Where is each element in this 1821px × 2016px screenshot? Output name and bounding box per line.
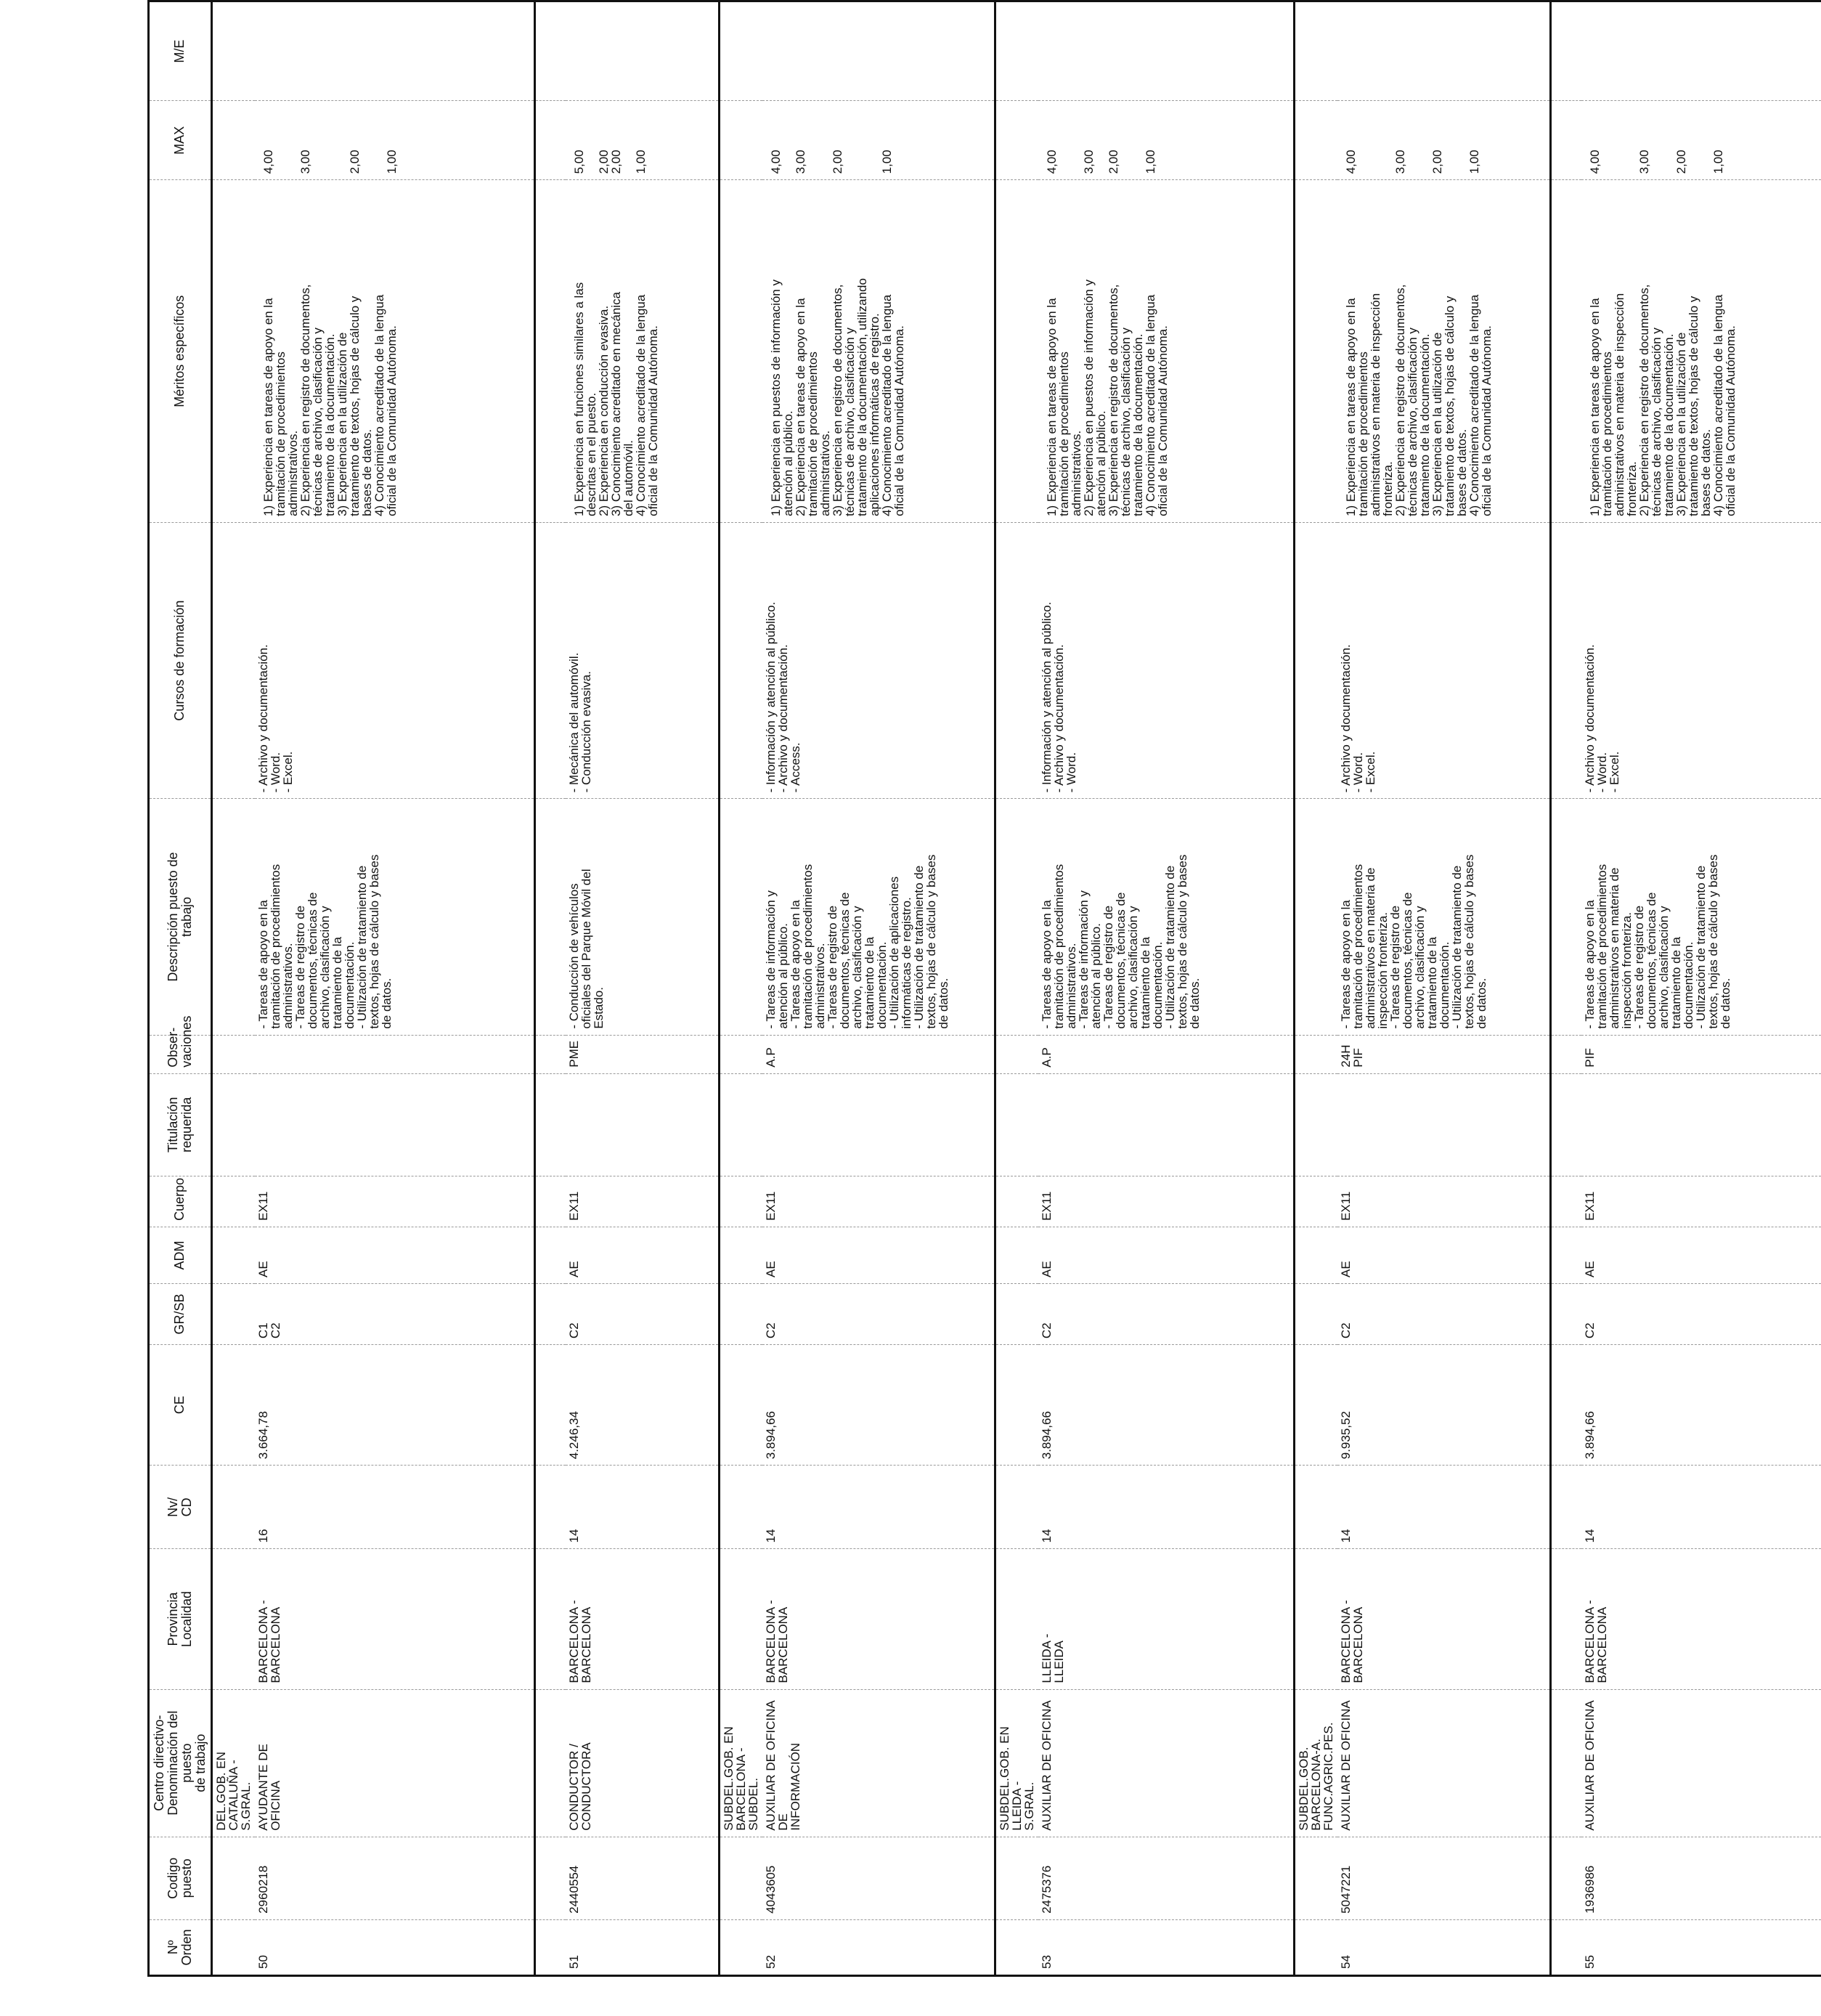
cell-descripcion: - Tareas de apoyo en la tramitación de procedimientos administrativos. - Tareas de información y atención al público. - Tareas de registro de documentos, técnicas de archivo, clasificación y tratamiento de la documentación. - Utilización de tratamiento de textos, hojas de cálculo y bases de datos.: [1038, 799, 1295, 1035]
cell-me: [255, 1, 534, 101]
cell-titulacion: [1581, 1073, 1821, 1176]
table-cell-empty: [1550, 1176, 1581, 1227]
table-cell-empty: [720, 522, 763, 798]
table-row: [762, 1, 995, 1976]
table-cell-empty: [720, 1, 763, 101]
cell-provincia: LLEIDA - LLEIDA: [1038, 1549, 1295, 1689]
cell-cuerpo: EX11: [255, 1176, 534, 1227]
centro-directivo: SUBDEL.GOB. EN BARCELONA - SUBDEL.: [720, 1689, 763, 1837]
table-cell-empty: [995, 799, 1038, 1035]
cell-observaciones: A.P: [762, 1035, 995, 1073]
cell-ce: 4.246,34: [566, 1345, 720, 1466]
cell-orden: 55: [1581, 1919, 1821, 1975]
table-cell-empty: [1295, 799, 1338, 1035]
table-cell-empty: [1550, 1284, 1581, 1345]
cell-observaciones: PME: [566, 1035, 720, 1073]
header-provincia: Provincia Localidad: [149, 1549, 212, 1689]
table-cell-empty: [1550, 1035, 1581, 1073]
cell-cuerpo: EX11: [1038, 1176, 1295, 1227]
table-cell-empty: [1550, 180, 1581, 523]
cell-ce: 3.894,66: [1038, 1345, 1295, 1466]
table-cell-empty: [212, 1284, 256, 1345]
table-cell-empty: [212, 1345, 256, 1466]
centro-directivo: SUBDEL.GOB. BARCELONA-A. FUNC.AGRIC.PES.: [1295, 1689, 1338, 1837]
cell-puesto: AUXILIAR DE OFICINA DE INFORMACIÓN: [762, 1689, 995, 1837]
cell-descripcion: - Tareas de apoyo en la tramitación de procedimientos administrativos en materia de inspección fronteriza. - Tareas de registro de documentos, técnicas de archivo, clasificación y tratamiento de la documentación. - Utilización de tratamiento de textos, hojas de cálculo y bases de datos.: [1581, 799, 1821, 1035]
cell-descripcion: - Tareas de apoyo en la tramitación de procedimientos administrativos. - Tareas de registro de documentos, técnicas de archivo, clasificación y tratamiento de la documentación. - Utilización de tratamiento de textos, hojas de cálculo y bases de datos.: [255, 799, 534, 1035]
table-cell-empty: [534, 1176, 566, 1227]
table-cell-empty: [1295, 1345, 1338, 1466]
table-cell-empty: [212, 180, 256, 523]
header-centro: Centro directivo- Denominación del puesto de trabajo: [149, 1689, 212, 1837]
table-cell-empty: [995, 101, 1038, 180]
table-cell-empty: [212, 1, 256, 101]
table-cell-empty: [212, 1919, 256, 1975]
table-cell-empty: [534, 1035, 566, 1073]
table-cell-empty: [995, 522, 1038, 798]
table-cell-empty: [212, 1227, 256, 1283]
table-row-prefix: [995, 1, 1038, 1976]
table-cell-empty: [720, 1227, 763, 1283]
cell-provincia: BARCELONA - BARCELONA: [1337, 1549, 1550, 1689]
cell-codigo: 4043605: [762, 1837, 995, 1919]
table-cell-empty: [995, 1466, 1038, 1549]
table-cell-empty: [1550, 799, 1581, 1035]
table-cell-empty: [1550, 1837, 1581, 1919]
cell-puesto: CONDUCTOR / CONDUCTORA: [566, 1689, 720, 1837]
table-cell-empty: [1550, 1227, 1581, 1283]
table-cell-empty: [212, 522, 256, 798]
header-titulacion: Titulación requerida: [149, 1073, 212, 1176]
cell-gr: C2: [762, 1284, 995, 1345]
cell-max: 4,00 3,00 2,00 1,00: [762, 101, 995, 180]
cell-ce: 3.894,66: [1581, 1345, 1821, 1466]
cell-gr: C2: [566, 1284, 720, 1345]
table-cell-empty: [1295, 101, 1338, 180]
cell-observaciones: [255, 1035, 534, 1073]
cell-gr: C2: [1337, 1284, 1550, 1345]
header-me: M/E: [149, 1, 212, 101]
cell-orden: 52: [762, 1919, 995, 1975]
table-cell-empty: [534, 1466, 566, 1549]
cell-adm: AE: [1038, 1227, 1295, 1283]
table-cell-empty: [995, 1227, 1038, 1283]
cell-meritos: 1) Experiencia en tareas de apoyo en la tramitación de procedimientos administrativos en materia de inspección fronteriza. 2) Experiencia en registro de documentos, técnicas de archivo, clasificación y tratamiento de la documentación. 3) Experiencia en la utilización de tratamiento de textos, hojas de cálculo y bases de datos. 4) Conocimiento acreditado de la lengua oficial de la Comunidad Autónoma.: [1581, 180, 1821, 523]
table-cell-empty: [720, 1035, 763, 1073]
cell-cursos: - Archivo y documentación. - Word. - Excel.: [1337, 522, 1550, 798]
table-cell-empty: [534, 101, 566, 180]
header-gr: GR/SB: [149, 1284, 212, 1345]
table-cell-empty: [720, 101, 763, 180]
cell-nivel: 14: [566, 1466, 720, 1549]
table-cell-empty: [1295, 1035, 1338, 1073]
cell-max: 4,00 3,00 2,00 1,00: [1337, 101, 1550, 180]
table-cell-empty: [534, 1284, 566, 1345]
table-cell-empty: [1295, 1919, 1338, 1975]
table-row-prefix: [534, 1, 566, 1976]
cell-nivel: 14: [1337, 1466, 1550, 1549]
header-ce: CE: [149, 1345, 212, 1466]
header-cursos: Cursos de formación: [149, 522, 212, 798]
cell-adm: AE: [1337, 1227, 1550, 1283]
cell-cursos: - Información y atención al público. - Archivo y documentación. - Access.: [762, 522, 995, 798]
cell-orden: 50: [255, 1919, 534, 1975]
table-cell-empty: [995, 1837, 1038, 1919]
table-row-prefix: [212, 1, 256, 1976]
cell-cuerpo: EX11: [1337, 1176, 1550, 1227]
cell-puesto: AYUDANTE DE OFICINA: [255, 1689, 534, 1837]
header-codigo: Codigo puesto: [149, 1837, 212, 1919]
cell-codigo: 1936986: [1581, 1837, 1821, 1919]
table-row: [1581, 1, 1821, 1976]
cell-meritos: 1) Experiencia en tareas de apoyo en la tramitación de procedimientos administrativos. 2) Experiencia en puestos de información y atención al público. 3) Experiencia en registro de documentos, técnicas de archivo, clasificación y tratamiento de la documentación. 4) Conocimiento acreditado de la lengua oficial de la Comunidad Autónoma.: [1038, 180, 1295, 523]
cell-cursos: - Archivo y documentación. - Word. - Excel.: [1581, 522, 1821, 798]
table-cell-empty: [1550, 1549, 1581, 1689]
table-cell-empty: [720, 180, 763, 523]
table-cell-empty: [995, 1035, 1038, 1073]
table-cell-empty: [212, 1549, 256, 1689]
table-cell-empty: [534, 1073, 566, 1176]
table-cell-empty: [534, 1549, 566, 1689]
cell-ce: 9.935,52: [1337, 1345, 1550, 1466]
cell-me: [1038, 1, 1295, 101]
header-meritos: Méritos específicos: [149, 180, 212, 523]
cell-nivel: 14: [762, 1466, 995, 1549]
table-cell-empty: [1550, 1919, 1581, 1975]
table-body: [212, 1, 1821, 1976]
table-cell-empty: [1550, 1345, 1581, 1466]
table-cell-empty: [1295, 1837, 1338, 1919]
table-cell-empty: [212, 1035, 256, 1073]
cell-gr: C2: [1038, 1284, 1295, 1345]
centro-directivo: [1550, 1689, 1581, 1837]
cell-meritos: 1) Experiencia en tareas de apoyo en la tramitación de procedimientos administrativos. 2) Experiencia en registro de documentos, técnicas de archivo, clasificación y tratamiento de la documentación. 3) Experiencia en la utilización de tratamiento de textos, hojas de cálculo y bases de datos. 4) Conocimiento acreditado de la lengua oficial de la Comunidad Autónoma.: [255, 180, 534, 523]
table-cell-empty: [1295, 1227, 1338, 1283]
centro-directivo: SUBDEL.GOB. EN LLEIDA - S.GRAL.: [995, 1689, 1038, 1837]
table-cell-empty: [995, 1345, 1038, 1466]
header-orden: Nº Orden: [149, 1919, 212, 1975]
cell-titulacion: [1038, 1073, 1295, 1176]
rotated-table-frame: [147, 0, 1738, 1977]
cell-nivel: 14: [1038, 1466, 1295, 1549]
cell-titulacion: [255, 1073, 534, 1176]
table-cell-empty: [995, 1549, 1038, 1689]
cell-meritos: 1) Experiencia en funciones similares a las descritas en el puesto. 2) Experiencia en conducción evasiva. 3) Conocimiento acreditado en mecánica del automóvil. 4) Conocimiento acreditado de la lengua oficial de la Comunidad Autónoma.: [566, 180, 720, 523]
table-cell-empty: [720, 799, 763, 1035]
cell-puesto: AUXILIAR DE OFICINA: [1581, 1689, 1821, 1837]
table-cell-empty: [534, 522, 566, 798]
cell-max: 5,00 2,00 2,00 1,00: [566, 101, 720, 180]
table-cell-empty: [534, 1, 566, 101]
header-row: [149, 1, 212, 1976]
table-cell-empty: [534, 799, 566, 1035]
cell-nivel: 14: [1581, 1466, 1821, 1549]
table-row-prefix: [720, 1, 763, 1976]
table-cell-empty: [720, 1466, 763, 1549]
cell-me: [1581, 1, 1821, 101]
table-cell-empty: [212, 1073, 256, 1176]
cell-adm: AE: [1581, 1227, 1821, 1283]
centro-directivo: [534, 1689, 566, 1837]
table-cell-empty: [1295, 180, 1338, 523]
table-row: [1038, 1, 1295, 1976]
table-cell-empty: [1550, 1466, 1581, 1549]
cell-titulacion: [566, 1073, 720, 1176]
cell-titulacion: [1337, 1073, 1550, 1176]
table-cell-empty: [1295, 1073, 1338, 1176]
table-cell-empty: [1550, 522, 1581, 798]
cell-meritos: 1) Experiencia en tareas de apoyo en la tramitación de procedimientos administrativos en materia de inspección fronteriza. 2) Experiencia en registro de documentos, técnicas de archivo, clasificación y tratamiento de la documentación. 3) Experiencia en la utilización de tratamiento de textos, hojas de cálculo y bases de datos. 4) Conocimiento acreditado de la lengua oficial de la Comunidad Autónoma.: [1337, 180, 1550, 523]
table-cell-empty: [1295, 1549, 1338, 1689]
table-cell-empty: [1295, 1176, 1338, 1227]
table-cell-empty: [212, 1466, 256, 1549]
table-cell-empty: [995, 180, 1038, 523]
header-max: MAX: [149, 101, 212, 180]
table-cell-empty: [720, 1073, 763, 1176]
cell-descripcion: - Tareas de apoyo en la tramitación de procedimientos administrativos en materia de inspección fronteriza. - Tareas de registro de documentos, técnicas de archivo, clasificación y tratamiento de la documentación. - Utilización de tratamiento de textos, hojas de cálculo y bases de datos.: [1337, 799, 1550, 1035]
table-cell-empty: [1550, 1, 1581, 101]
cell-cursos: - Archivo y documentación. - Word. - Excel.: [255, 522, 534, 798]
cell-me: [762, 1, 995, 101]
cell-provincia: BARCELONA - BARCELONA: [762, 1549, 995, 1689]
job-positions-table: [147, 0, 1821, 1977]
cell-descripcion: - Tareas de información y atención al público. - Tareas de apoyo en la tramitación de procedimientos administrativos. - Tareas de registro de documentos, técnicas de archivo, clasificación y tratamiento de la documentación. - Utilización de aplicaciones informáticas de registro. - Utilización de tratamiento de textos, hojas de cálculo y bases de datos.: [762, 799, 995, 1035]
table-cell-empty: [1295, 522, 1338, 798]
cell-provincia: BARCELONA - BARCELONA: [566, 1549, 720, 1689]
cell-puesto: AUXILIAR DE OFICINA: [1337, 1689, 1550, 1837]
table-cell-empty: [720, 1919, 763, 1975]
cell-me: [566, 1, 720, 101]
header-descripcion: Descripción puesto de trabajo: [149, 799, 212, 1035]
cell-cursos: - Mecánica del automóvil. - Conducción evasiva.: [566, 522, 720, 798]
cell-provincia: BARCELONA - BARCELONA: [1581, 1549, 1821, 1689]
table-cell-empty: [995, 1, 1038, 101]
cell-observaciones: 24H PIF: [1337, 1035, 1550, 1073]
cell-provincia: BARCELONA - BARCELONA: [255, 1549, 534, 1689]
cell-descripcion: - Conducción de vehículos oficiales del Parque Móvil del Estado.: [566, 799, 720, 1035]
cell-gr: C1 C2: [255, 1284, 534, 1345]
cell-adm: AE: [762, 1227, 995, 1283]
cell-titulacion: [762, 1073, 995, 1176]
cell-max: 4,00 3,00 2,00 1,00: [1581, 101, 1821, 180]
cell-cuerpo: EX11: [566, 1176, 720, 1227]
table-cell-empty: [1295, 1284, 1338, 1345]
table-cell-empty: [720, 1345, 763, 1466]
cell-codigo: 2960218: [255, 1837, 534, 1919]
cell-codigo: 2440554: [566, 1837, 720, 1919]
table-cell-empty: [534, 1227, 566, 1283]
cell-me: [1337, 1, 1550, 101]
table-row-prefix: [1295, 1, 1338, 1976]
cell-codigo: 5047221: [1337, 1837, 1550, 1919]
table-cell-empty: [212, 1837, 256, 1919]
cell-cursos: - Información y atención al público. - Archivo y documentación. - Word.: [1038, 522, 1295, 798]
table-cell-empty: [720, 1837, 763, 1919]
table-cell-empty: [995, 1919, 1038, 1975]
cell-ce: 3.664,78: [255, 1345, 534, 1466]
table-cell-empty: [1295, 1, 1338, 101]
header-observaciones: Obser- vaciones: [149, 1035, 212, 1073]
table-cell-empty: [995, 1284, 1038, 1345]
table-cell-empty: [212, 1176, 256, 1227]
cell-observaciones: PIF: [1581, 1035, 1821, 1073]
table-cell-empty: [995, 1073, 1038, 1176]
table-cell-empty: [720, 1284, 763, 1345]
table-cell-empty: [534, 1345, 566, 1466]
table-cell-empty: [720, 1549, 763, 1689]
cell-meritos: 1) Experiencia en puestos de información y atención al público. 2) Experiencia en tareas de apoyo en la tramitación de procedimientos administrativos. 3) Experiencia en registro de documentos, técnicas de archivo, clasificación y tratamiento de la documentación, utilizando aplicaciones informáticas de registro. 4) Conocimiento acreditado de la lengua oficial de la Comunidad Autónoma.: [762, 180, 995, 523]
cell-orden: 54: [1337, 1919, 1550, 1975]
cell-orden: 51: [566, 1919, 720, 1975]
table-cell-empty: [1295, 1466, 1338, 1549]
table-cell-empty: [212, 101, 256, 180]
table-row: [1337, 1, 1550, 1976]
cell-adm: AE: [255, 1227, 534, 1283]
cell-gr: C2: [1581, 1284, 1821, 1345]
header-cuerpo: Cuerpo: [149, 1176, 212, 1227]
cell-max: 4,00 3,00 2,00 1,00: [255, 101, 534, 180]
table-cell-empty: [1550, 1073, 1581, 1176]
table-cell-empty: [720, 1176, 763, 1227]
table-cell-empty: [1550, 101, 1581, 180]
table-row: [255, 1, 534, 1976]
cell-nivel: 16: [255, 1466, 534, 1549]
table-cell-empty: [995, 1176, 1038, 1227]
header-adm: ADM: [149, 1227, 212, 1283]
cell-observaciones: A.P: [1038, 1035, 1295, 1073]
centro-directivo: DEL.GOB. EN CATALUÑA - S.GRAL.: [212, 1689, 256, 1837]
cell-adm: AE: [566, 1227, 720, 1283]
table-cell-empty: [212, 799, 256, 1035]
cell-puesto: AUXILIAR DE OFICINA: [1038, 1689, 1295, 1837]
header-nivel: Nv/ CD: [149, 1466, 212, 1549]
cell-cuerpo: EX11: [1581, 1176, 1821, 1227]
cell-orden: 53: [1038, 1919, 1295, 1975]
table-row-prefix: [1550, 1, 1581, 1976]
table-cell-empty: [534, 1919, 566, 1975]
table-row: [566, 1, 720, 1976]
table-cell-empty: [534, 180, 566, 523]
table-cell-empty: [534, 1837, 566, 1919]
cell-codigo: 2475376: [1038, 1837, 1295, 1919]
cell-max: 4,00 3,00 2,00 1,00: [1038, 101, 1295, 180]
cell-ce: 3.894,66: [762, 1345, 995, 1466]
cell-cuerpo: EX11: [762, 1176, 995, 1227]
